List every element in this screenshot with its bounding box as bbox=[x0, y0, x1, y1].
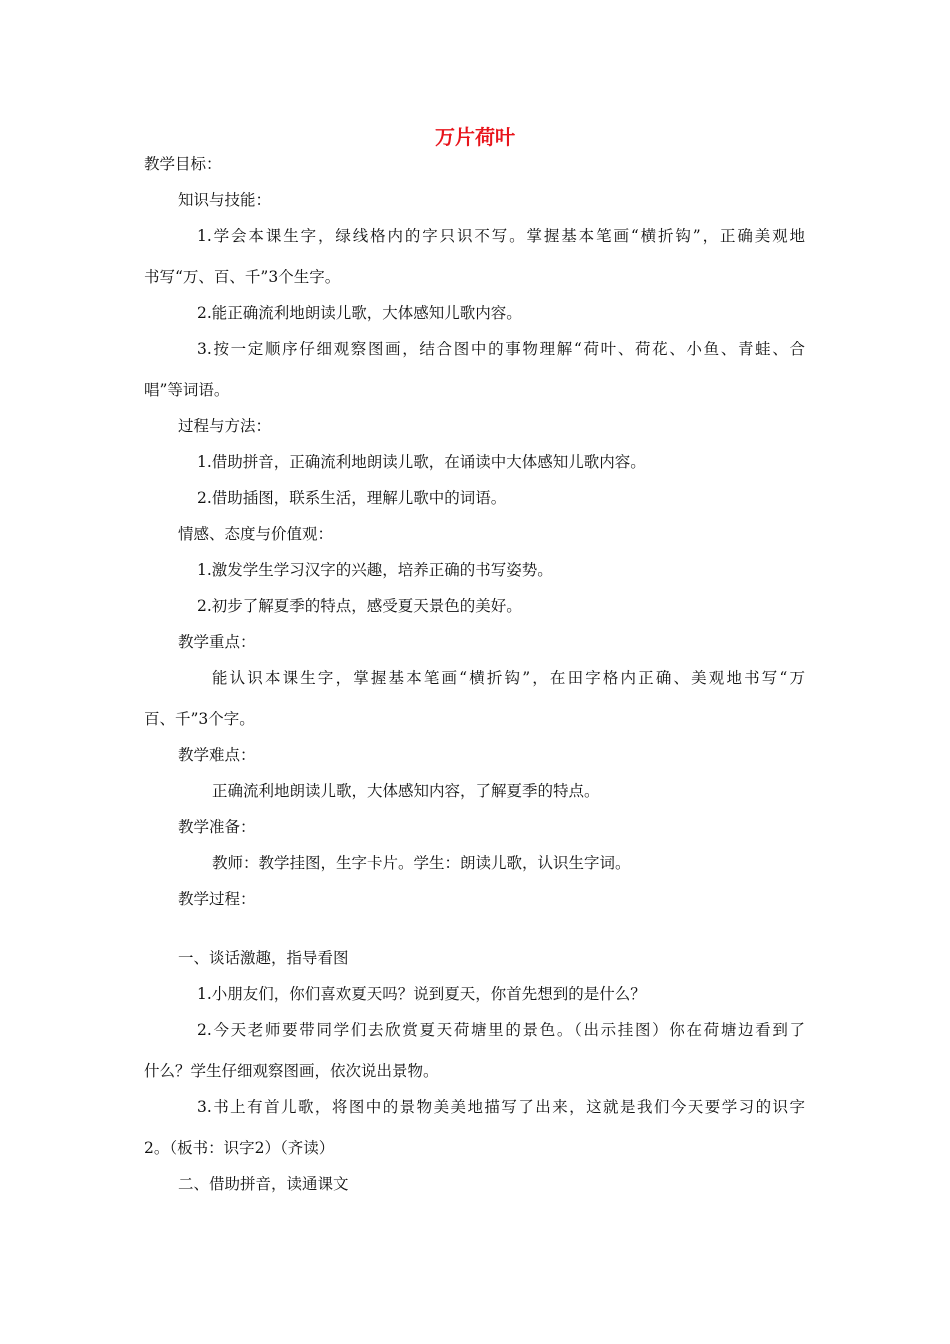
paragraph-line: 百、千”3个字。 bbox=[144, 710, 255, 728]
section-heading-difficulties: 教学难点： bbox=[178, 746, 256, 764]
step-heading-2: 二、借助拼音，读通课文 bbox=[178, 1175, 349, 1193]
paragraph-line: 2.能正确流利地朗读儿歌，大体感知儿歌内容。 bbox=[197, 304, 522, 322]
paragraph-line: 什么？学生仔细观察图画，依次说出景物。 bbox=[144, 1062, 439, 1080]
paragraph-line: 唱”等词语。 bbox=[144, 381, 230, 399]
subheading-knowledge-skills: 知识与技能： bbox=[178, 191, 272, 209]
paragraph-line: 2。（板书：识字2）（齐读） bbox=[144, 1139, 335, 1157]
paragraph-text: 能认识本课生字，掌握基本笔画“横折钩”，在田字格内正确、美观地书写“万 bbox=[212, 669, 805, 687]
section-heading-objectives: 教学目标： bbox=[144, 155, 222, 173]
paragraph-line bbox=[197, 225, 805, 247]
paragraph-text: 3.书上有首儿歌，将图中的景物美美地描写了出来，这就是我们今天要学习的识字 bbox=[197, 1098, 805, 1116]
paragraph-line: 正确流利地朗读儿歌，大体感知内容，了解夏季的特点。 bbox=[212, 782, 600, 800]
paragraph-line: 书写“万、百、千”3个生字。 bbox=[144, 268, 341, 286]
paragraph-line: 1.小朋友们，你们喜欢夏天吗？说到夏天，你首先想到的是什么？ bbox=[197, 985, 646, 1003]
subheading-process-methods: 过程与方法： bbox=[178, 417, 272, 435]
section-heading-key-points: 教学重点： bbox=[178, 633, 256, 651]
paragraph-line: 教师：教学挂图，生字卡片。学生：朗读儿歌，认识生字词。 bbox=[212, 854, 631, 872]
paragraph-text: 3.按一定顺序仔细观察图画，结合图中的事物理解“荷叶、荷花、小鱼、青蛙、合 bbox=[197, 340, 805, 358]
paragraph-line bbox=[197, 338, 805, 360]
document-title: 万片荷叶 bbox=[435, 125, 515, 149]
paragraph-line: 1.借助拼音，正确流利地朗读儿歌，在诵读中大体感知儿歌内容。 bbox=[197, 453, 646, 471]
paragraph-text: 2.今天老师要带同学们去欣赏夏天荷塘里的景色。（出示挂图）你在荷塘边看到了 bbox=[197, 1021, 805, 1039]
paragraph-line bbox=[212, 667, 805, 689]
paragraph-line: 1.激发学生学习汉字的兴趣，培养正确的书写姿势。 bbox=[197, 561, 553, 579]
paragraph-line bbox=[197, 1096, 805, 1118]
step-heading-1: 一、谈话激趣，指导看图 bbox=[178, 949, 349, 967]
paragraph-line: 2.初步了解夏季的特点，感受夏天景色的美好。 bbox=[197, 597, 522, 615]
subheading-emotion-values: 情感、态度与价值观： bbox=[178, 525, 334, 543]
paragraph-line: 2.借助插图，联系生活，理解儿歌中的词语。 bbox=[197, 489, 507, 507]
paragraph-text: 1.学会本课生字，绿线格内的字只识不写。掌握基本笔画“横折钩”，正确美观地 bbox=[197, 227, 805, 245]
paragraph-line bbox=[197, 1019, 805, 1041]
section-heading-process: 教学过程： bbox=[178, 890, 256, 908]
section-heading-preparation: 教学准备： bbox=[178, 818, 256, 836]
